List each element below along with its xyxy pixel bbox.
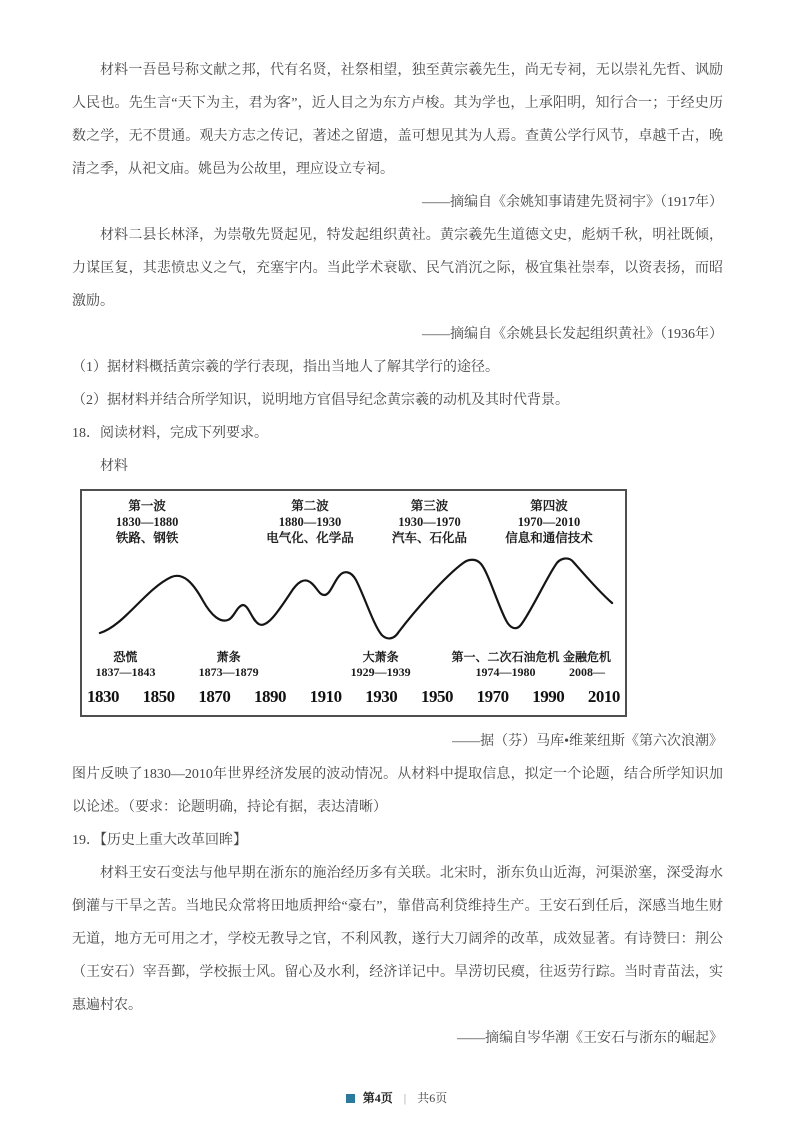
x-tick: 1930 bbox=[365, 687, 398, 706]
crisis-1-name: 恐慌 bbox=[113, 650, 138, 664]
material-19-attribution: ——摘编自岑华潮《王安石与浙东的崛起》 bbox=[457, 1031, 723, 1046]
wave-curve bbox=[82, 549, 625, 649]
wave-1-period: 1830—1880 bbox=[115, 515, 179, 529]
x-tick: 1830 bbox=[87, 687, 119, 706]
crisis-3-name: 大萧条 bbox=[362, 650, 399, 664]
wave-2-name: 第二波 bbox=[291, 499, 329, 513]
material-2-paragraph: 材料二县长林泽，为崇敬先贤起见，特发起组织黄社。黄宗羲先生道德文史，彪炳千秋，明社既倾，力谋匡复，其悲愤忠义之气，充塞宇内。当此学术衰歇、民气消沉之际，极宜集社崇奉，以资表扬，而昭激励。 bbox=[72, 228, 723, 309]
question-18-material-label: 材料 bbox=[100, 459, 128, 474]
x-tick: 1970 bbox=[476, 687, 509, 706]
wave-4-period: 1970—2010 bbox=[517, 515, 581, 529]
crisis-5-label-block bbox=[563, 650, 611, 680]
wave-3-name: 第三波 bbox=[410, 499, 449, 513]
wave-1-name: 第一波 bbox=[128, 499, 166, 513]
page-footer bbox=[0, 1089, 793, 1106]
page-separator: | bbox=[403, 1091, 407, 1105]
crisis-4-period: 1974—1980 bbox=[475, 665, 536, 679]
question-19-heading: 19．【历史上重大改革回眸】 bbox=[72, 833, 247, 848]
question-18-heading: 18．阅读材料，完成下列要求。 bbox=[72, 426, 268, 441]
current-page-label: 第4页 bbox=[362, 1091, 393, 1105]
wave-2-label-block bbox=[266, 498, 354, 546]
crisis-3-period: 1929—1939 bbox=[350, 665, 411, 679]
crisis-1-label-block bbox=[95, 650, 155, 680]
crisis-2-label-block bbox=[199, 650, 259, 680]
crisis-4-label-block bbox=[452, 650, 560, 680]
economic-waves-chart bbox=[80, 489, 627, 717]
crisis-5-name: 金融危机 bbox=[562, 650, 611, 664]
wave-2-period: 1880—1930 bbox=[278, 515, 342, 529]
x-tick: 1910 bbox=[309, 687, 342, 706]
crisis-1-period: 1837—1843 bbox=[95, 665, 156, 679]
wave-4-industries: 信息和通信技术 bbox=[505, 531, 593, 545]
wave-1-label-block bbox=[116, 498, 179, 546]
x-tick: 1990 bbox=[532, 687, 565, 706]
crisis-2-name: 萧条 bbox=[216, 650, 241, 664]
x-tick: 1850 bbox=[142, 687, 175, 706]
wave-2-industries: 电气化、化学品 bbox=[266, 531, 354, 545]
chart-x-axis bbox=[82, 680, 625, 713]
x-tick: 1870 bbox=[198, 687, 231, 706]
wave-3-industries: 汽车、石化品 bbox=[392, 531, 468, 545]
wave-4-label-block bbox=[505, 498, 593, 546]
total-pages-label: 共6页 bbox=[417, 1091, 448, 1105]
material-1-paragraph: 材料一吾邑号称文献之邦，代有名贤，社祭相望，独至黄宗羲先生，尚无专祠，无以崇礼先哲、讽励人民也。先生言“天下为主，君为客”，近人目之为东方卢梭。其为学也，上承阳明，知行合一；于经史历数之学，无不贯通。观夫方志之传记，著述之留遗，盖可想见其为人焉。查黄公学行风节，卓越千古，晚清之季，从祀文庙。姚邑为公故里，理应设立专祠。 bbox=[72, 63, 723, 177]
wave-3-period: 1930—1970 bbox=[398, 515, 461, 529]
question-17-sub-1: （1）据材料概括黄宗羲的学行表现，指出当地人了解其学行的途径。 bbox=[72, 360, 499, 375]
question-18-body: 图片反映了1830—2010年世界经济发展的波动情况。从材料中提取信息，拟定一个论题，结合所学知识加以论述。（要求：论题明确，持论有据，表达清晰） bbox=[72, 767, 723, 815]
material-2-attribution: ——摘编自《余姚县长发起组织黄社》（1936年） bbox=[422, 327, 723, 342]
question-17-sub-2: （2）据材料并结合所学知识，说明地方官倡导纪念黄宗羲的动机及其时代背景。 bbox=[72, 393, 569, 408]
crisis-2-period: 1873—1879 bbox=[198, 665, 259, 679]
x-tick: 1950 bbox=[420, 687, 453, 706]
wave-1-industries: 铁路、钢铁 bbox=[115, 531, 179, 545]
crisis-3-label-block bbox=[351, 650, 411, 680]
chart-source-attribution: ——据（芬）马库•维莱纽斯《第六次浪潮》 bbox=[452, 734, 723, 749]
material-19-paragraph: 材料王安石变法与他早期在浙东的施治经历多有关联。北宋时，浙东负山近海，河渠淤塞，深受海水倒灌与干旱之苦。当地民众常将田地质押给“豪右”，靠借高利贷维持生产。王安石到任后，深感当地生财无道，地方无可用之才，学校无教导之官，不利风教，遂行大刀阔斧的改革，成效显著。有诗赞曰：荆公（王安石）宰吾鄞，学校振士风。留心及水利，经济详记中。旱涝切民瘼，往返劳行踪。当时青苗法，实惠遍村农。 bbox=[72, 866, 723, 1013]
x-tick: 2010 bbox=[587, 687, 620, 706]
footer-logo-icon bbox=[346, 1094, 355, 1103]
material-1-attribution: ——摘编自《余姚知事请建先贤祠宇》（1917年） bbox=[422, 195, 723, 210]
crisis-4-name: 第一、二次石油危机 bbox=[451, 650, 560, 664]
crisis-5-period: 2008— bbox=[568, 665, 605, 679]
wave-3-label-block bbox=[392, 498, 467, 546]
x-tick: 1890 bbox=[253, 687, 286, 706]
wave-4-name: 第四波 bbox=[530, 499, 568, 513]
